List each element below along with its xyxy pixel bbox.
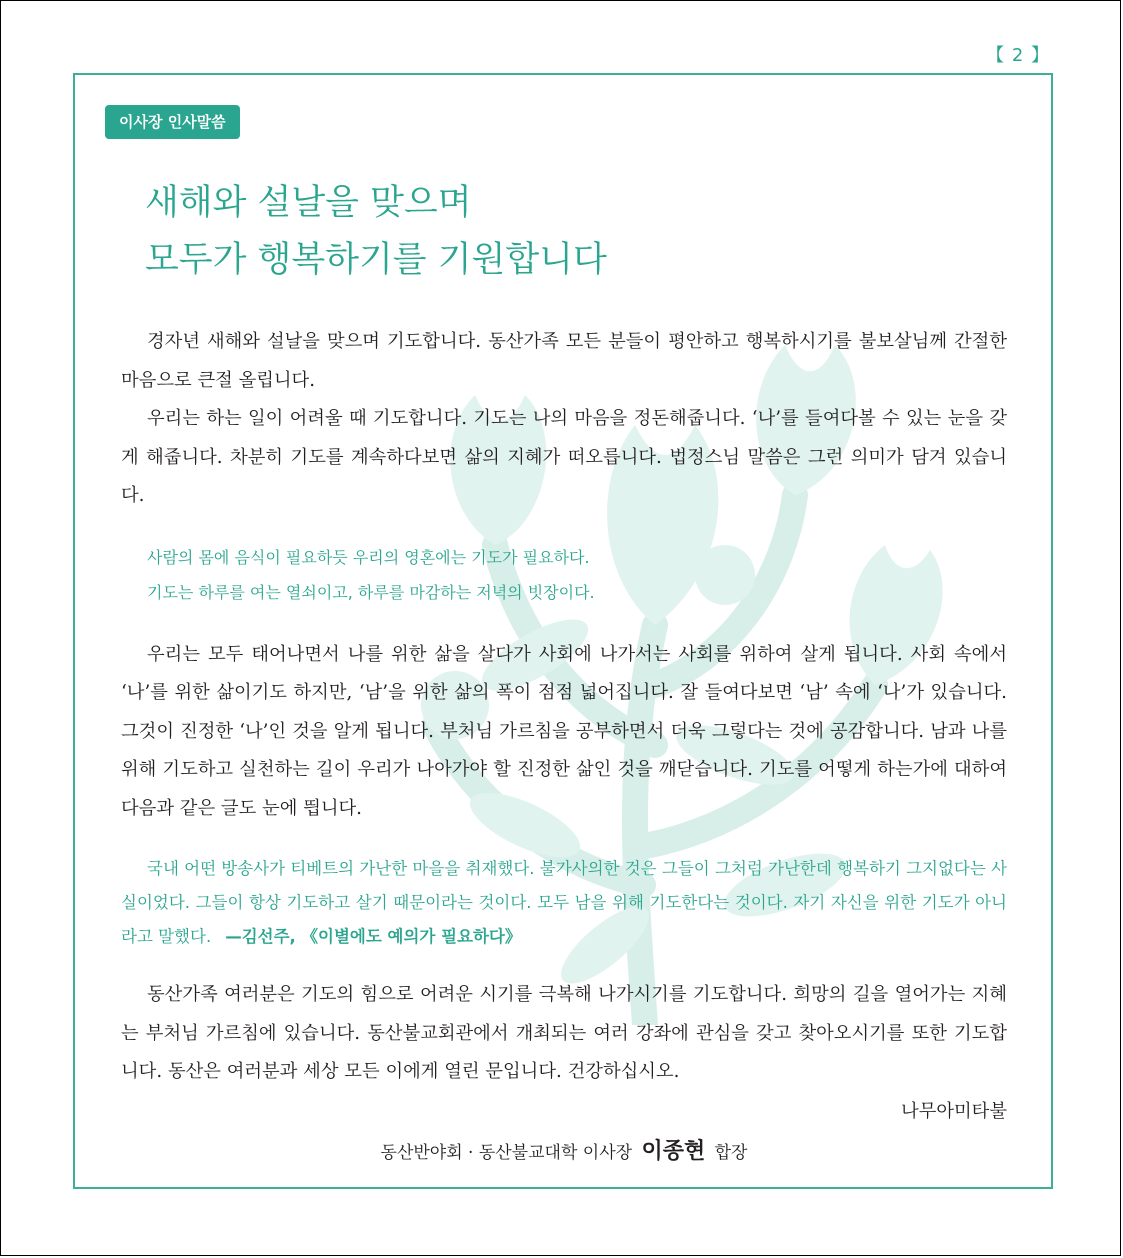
title-line-2: 모두가 행복하기를 기원합니다	[145, 240, 607, 280]
quote-block-1	[121, 540, 1007, 610]
quote-block-2	[121, 852, 1007, 954]
closing-phrase: 나무아미타불	[901, 1100, 1007, 1122]
quote-2-text: 국내 어떤 방송사가 티베트의 가난한 마을을 취재했다. 불가사의한 것은 그들이 그처럼 가난한데 행복하기 그지없다는 사실이었다. 그들이 항상 기도하고 살기 때문이라는 것이다. 모두 남을 위해 기도한다는 것이다. 자기 자신을 위한 기도가 아니라고 말했다.	[121, 859, 1007, 946]
section-tag: 이사장 인사말씀	[105, 105, 240, 139]
paragraph-2: 우리는 하는 일이 어려울 때 기도합니다. 기도는 나의 마음을 정돈해줍니다. ‘나’를 들여다볼 수 있는 눈을 갖게 해줍니다. 차분히 기도를 계속하다보면 삶의 지혜가 떠오릅니다. 법정스님 말씀은 그런 의미가 담겨 있습니다.	[121, 408, 1007, 506]
page-number: 【 2 】	[986, 45, 1050, 66]
page-title	[145, 175, 607, 289]
signature-suffix: 합장	[714, 1142, 748, 1163]
signature	[121, 1134, 1007, 1165]
content-frame	[73, 73, 1053, 1189]
paragraph-3: 우리는 모두 태어나면서 나를 위한 삶을 살다가 사회에 나가서는 사회를 위하여 살게 됩니다. 사회 속에서 ‘나’를 위한 삶이기도 하지만, ‘남’을 위한 삶의 폭이 점점 넓어집니다. 잘 들여다보면 ‘남’ 속에 ‘나’가 있습니다. 그것이 진정한 ‘나’인 것을 알게 됩니다. 부처님 가르침을 공부하면서 더욱 그렇다는 것에 공감합니다. 남과 나를 위해 기도하고 실천하는 길이 우리가 나아가야 할 진정한 삶인 것을 깨닫습니다. 기도를 어떻게 하는가에 대하여 다음과 같은 글도 눈에 띕니다.	[121, 643, 1007, 819]
article-body	[121, 323, 1007, 1165]
signature-name: 이종현	[641, 1137, 706, 1164]
signature-org: 동산반야회 · 동산불교대학 이사장	[380, 1142, 633, 1163]
paragraph-1: 경자년 새해와 설날을 맞으며 기도합니다. 동산가족 모든 분들이 평안하고 행복하시기를 불보살님께 간절한 마음으로 큰절 올립니다.	[121, 331, 1007, 391]
quote-1-line-1: 사람의 몸에 음식이 필요하듯 우리의 영혼에는 기도가 필요하다.	[147, 547, 590, 567]
paragraph-4: 동산가족 여러분은 기도의 힘으로 어려운 시기를 극복해 나가시기를 기도합니다. 희망의 길을 열어가는 지혜는 부처님 가르침에 있습니다. 동산불교회관에서 개최되는 여러 강좌에 관심을 갖고 찾아오시기를 또한 기도합니다. 동산은 여러분과 세상 모든 이에게 열린 문입니다. 건강하십시오.	[121, 984, 1007, 1082]
title-line-1: 새해와 설날을 맞으며	[145, 183, 472, 223]
quote-2-source: —김선주, 《이별에도 예의가 필요하다》	[225, 927, 522, 946]
quote-1-line-2: 기도는 하루를 여는 열쇠이고, 하루를 마감하는 저녁의 빗장이다.	[147, 582, 595, 602]
